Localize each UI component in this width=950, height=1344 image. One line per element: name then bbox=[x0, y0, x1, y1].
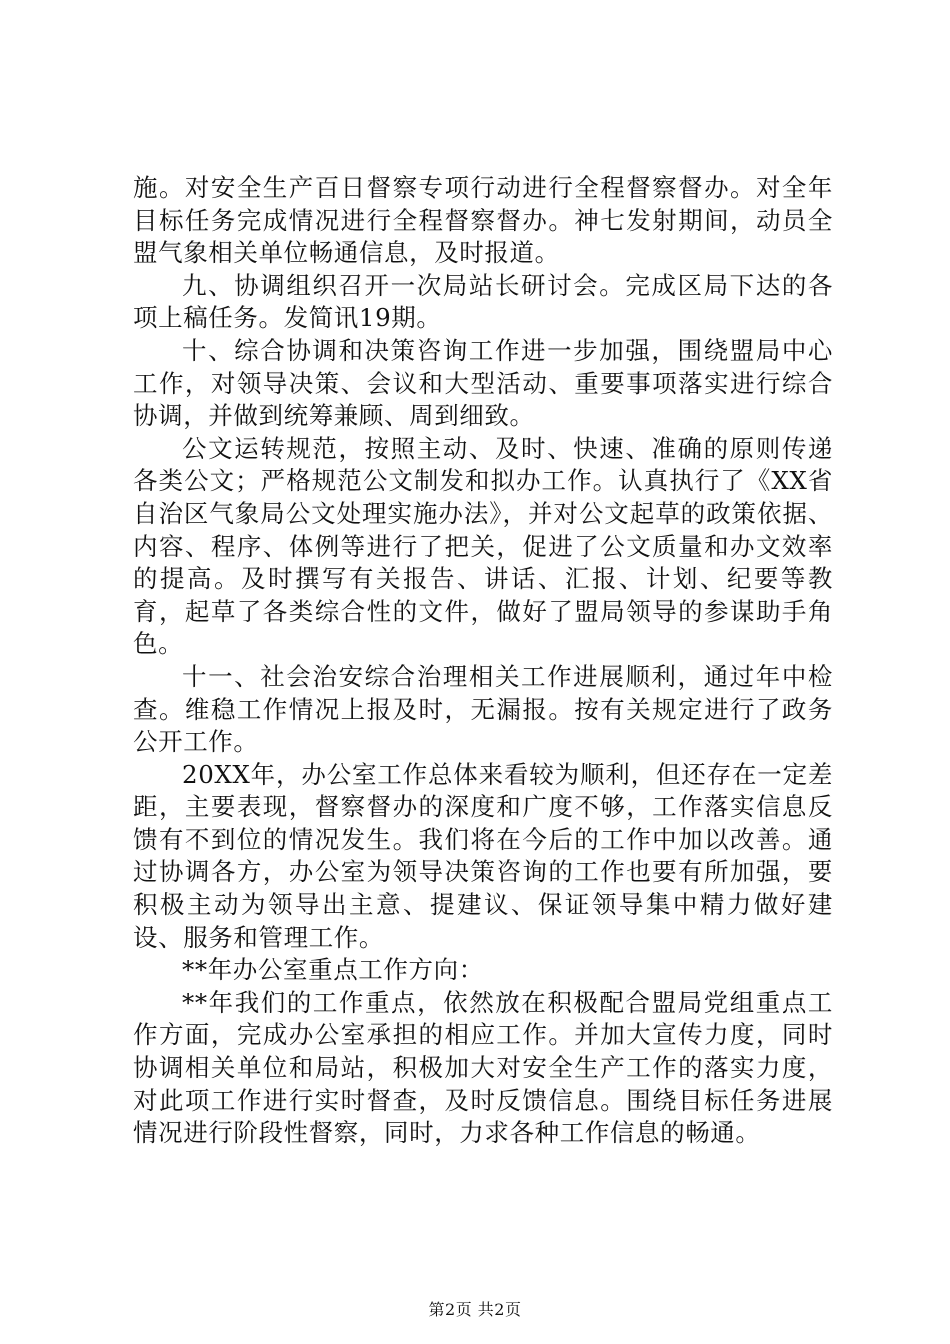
paragraph-5: 十一、社会治安综合治理相关工作进展顺利，通过年中检查。维稳工作情况上报及时，无漏报。按有关规定进行了政务公开工作。 bbox=[133, 661, 833, 757]
paragraph-1: 施。对安全生产百日督察专项行动进行全程督察督办。对全年目标任务完成情况进行全程督察督办。神七发射期间，动员全盟气象相关单位畅通信息，及时报道。 bbox=[133, 173, 833, 268]
page-number-label: 第2页 共2页 bbox=[428, 1300, 522, 1319]
paragraph-4: 公文运转规范，按照主动、及时、快速、准确的原则传递各类公文；严格规范公文制发和拟办工作。认真执行了《XX省自治区气象局公文处理实施办法》，并对公文起草的政策依据、内容、程序、体例等进行了把关，促进了公文质量和办文效率的提高。及时撰写有关报告、讲话、汇报、计划、纪要等教育，起草了各类综合性的文件，做好了盟局领导的参谋助手角色。 bbox=[133, 433, 833, 659]
paragraph-7: **年办公室重点工作方向： bbox=[182, 955, 484, 985]
paragraph-3: 十、综合协调和决策咨询工作进一步加强，围绕盟局中心工作，对领导决策、会议和大型活动、重要事项落实进行综合协调，并做到统筹兼顾、周到细致。 bbox=[133, 335, 833, 431]
paragraph-6: 20XX年，办公室工作总体来看较为顺利，但还存在一定差距，主要表现，督察督办的深度和广度不够，工作落实信息反馈有不到位的情况发生。我们将在今后的工作中加以改善。通过协调各方，办公室为领导决策咨询的工作也要有所加强，要积极主动为领导出主意、提建议、保证领导集中精力做好建设、服务和管理工作。 bbox=[133, 759, 833, 952]
paragraph-2: 九、协调组织召开一次局站长研讨会。完成区局下达的各项上稿任务。发简讯19期。 bbox=[133, 270, 833, 333]
page-footer bbox=[0, 1300, 950, 1320]
paragraph-8: **年我们的工作重点，依然放在积极配合盟局党组重点工作方面，完成办公室承担的相应工作。并加大宣传力度，同时协调相关单位和局站，积极加大对安全生产工作的落实力度，对此项工作进行实时督查，及时反馈信息。围绕目标任务进展情况进行阶段性督察，同时，力求各种工作信息的畅通。 bbox=[133, 987, 833, 1148]
document-body bbox=[133, 172, 833, 1150]
